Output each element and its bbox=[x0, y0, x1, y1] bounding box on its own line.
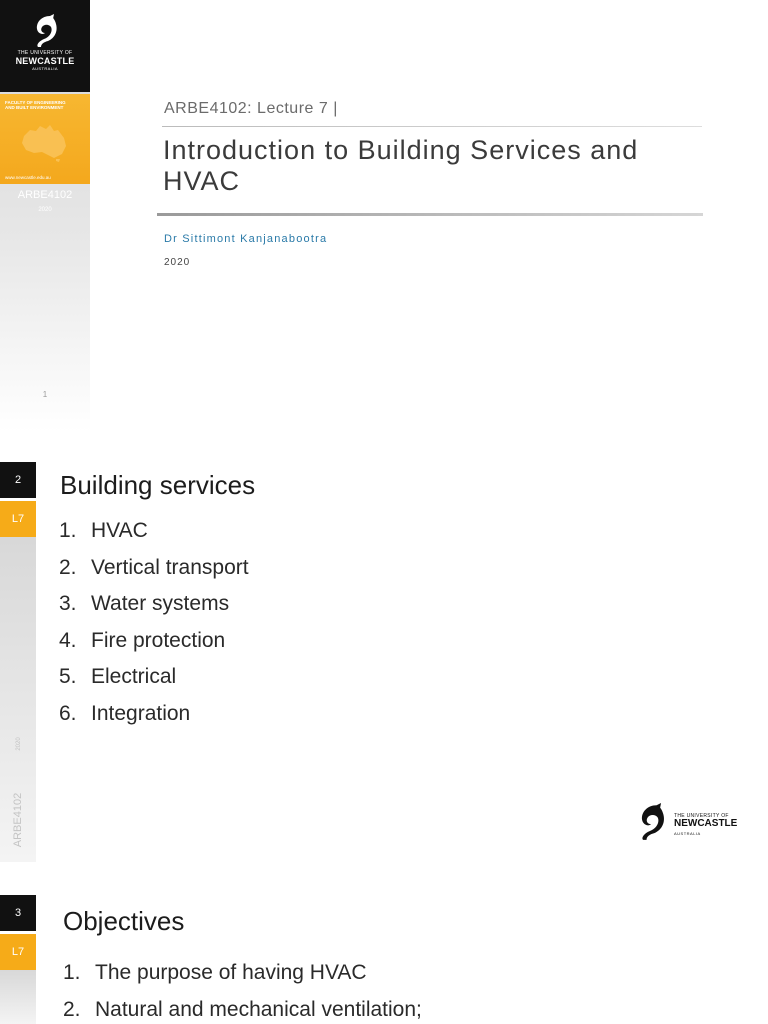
list-item-text: The purpose of having HVAC bbox=[95, 961, 367, 984]
list-item-text: Integration bbox=[91, 701, 191, 725]
list-item bbox=[59, 586, 249, 623]
list-item bbox=[59, 623, 249, 660]
list-item-number: 1. bbox=[63, 961, 81, 984]
list-item bbox=[59, 659, 249, 696]
list-item bbox=[63, 955, 422, 992]
lecture-tag: L7 bbox=[0, 501, 36, 537]
vertical-course-code: ARBE4102 bbox=[12, 792, 24, 848]
slide-heading: Objectives bbox=[63, 906, 185, 936]
slide-sidebar bbox=[0, 0, 90, 432]
slide-2-building-services bbox=[0, 462, 768, 862]
slide-title: Introduction to Building Services and HVAC bbox=[163, 135, 639, 196]
divider-bottom bbox=[157, 213, 703, 216]
faculty-panel bbox=[0, 94, 90, 184]
list-item-number: 6. bbox=[59, 701, 77, 725]
university-logo bbox=[632, 802, 742, 842]
university-seahorse-logo-icon bbox=[28, 14, 62, 48]
list-item-number: 2. bbox=[59, 555, 77, 579]
slide-1-title bbox=[0, 0, 768, 432]
list-item-number: 2. bbox=[63, 997, 81, 1021]
slide-heading: Building services bbox=[60, 470, 256, 500]
list-item-number: 3. bbox=[59, 592, 77, 616]
logo-line-2: NEWCASTLE bbox=[674, 818, 738, 829]
list-item-text: Natural and mechanical ventilation; bbox=[95, 997, 422, 1021]
list-item bbox=[59, 696, 249, 733]
slide-number-badge: 2 bbox=[0, 462, 36, 498]
sidebar-year: 2020 bbox=[38, 207, 52, 213]
list-item bbox=[63, 992, 422, 1024]
university-logo bbox=[0, 0, 90, 92]
university-seahorse-logo-icon bbox=[632, 802, 670, 842]
slide-sidebar bbox=[0, 970, 36, 1024]
logo-line-2: NEWCASTLE bbox=[15, 56, 75, 66]
logo-line-3: AUSTRALIA bbox=[32, 66, 58, 71]
website-text: www.newcastle.edu.au bbox=[5, 175, 51, 180]
list-item-text: Vertical transport bbox=[91, 555, 249, 579]
list-item bbox=[59, 513, 249, 550]
course-line: ARBE4102: Lecture 7 | bbox=[164, 100, 338, 117]
page-number: 1 bbox=[42, 390, 48, 399]
australia-map-icon bbox=[18, 122, 70, 162]
presentation-date: 2020 bbox=[164, 257, 191, 268]
list-item-number: 4. bbox=[59, 628, 77, 652]
list-item-number: 1. bbox=[59, 519, 77, 542]
vertical-year: 2020 bbox=[16, 737, 22, 751]
divider-top bbox=[162, 126, 702, 127]
vertical-course-label bbox=[8, 737, 28, 862]
logo-line-1: THE UNIVERSITY OF bbox=[674, 813, 729, 819]
list-item-text: HVAC bbox=[91, 519, 148, 542]
list-item-text: Water systems bbox=[91, 592, 230, 616]
list-item-text: Fire protection bbox=[91, 628, 226, 652]
objectives-list bbox=[63, 955, 422, 1024]
slide-number-badge: 3 bbox=[0, 895, 36, 931]
logo-line-3: AUSTRALIA bbox=[674, 831, 701, 836]
sidebar-course-code: ARBE4102 bbox=[17, 189, 73, 201]
faculty-text: FACULTY OF ENGINEERING AND BUILT ENVIRONMENT bbox=[5, 100, 66, 110]
list-item-number: 5. bbox=[59, 665, 77, 689]
logo-line-1: THE UNIVERSITY OF bbox=[17, 50, 73, 56]
services-list bbox=[59, 513, 249, 733]
lecture-tag: L7 bbox=[0, 934, 36, 970]
slide-3-objectives bbox=[0, 895, 768, 1024]
list-item bbox=[59, 550, 249, 587]
author-name: Dr Sittimont Kanjanabootra bbox=[164, 233, 328, 245]
list-item-text: Electrical bbox=[91, 665, 177, 689]
